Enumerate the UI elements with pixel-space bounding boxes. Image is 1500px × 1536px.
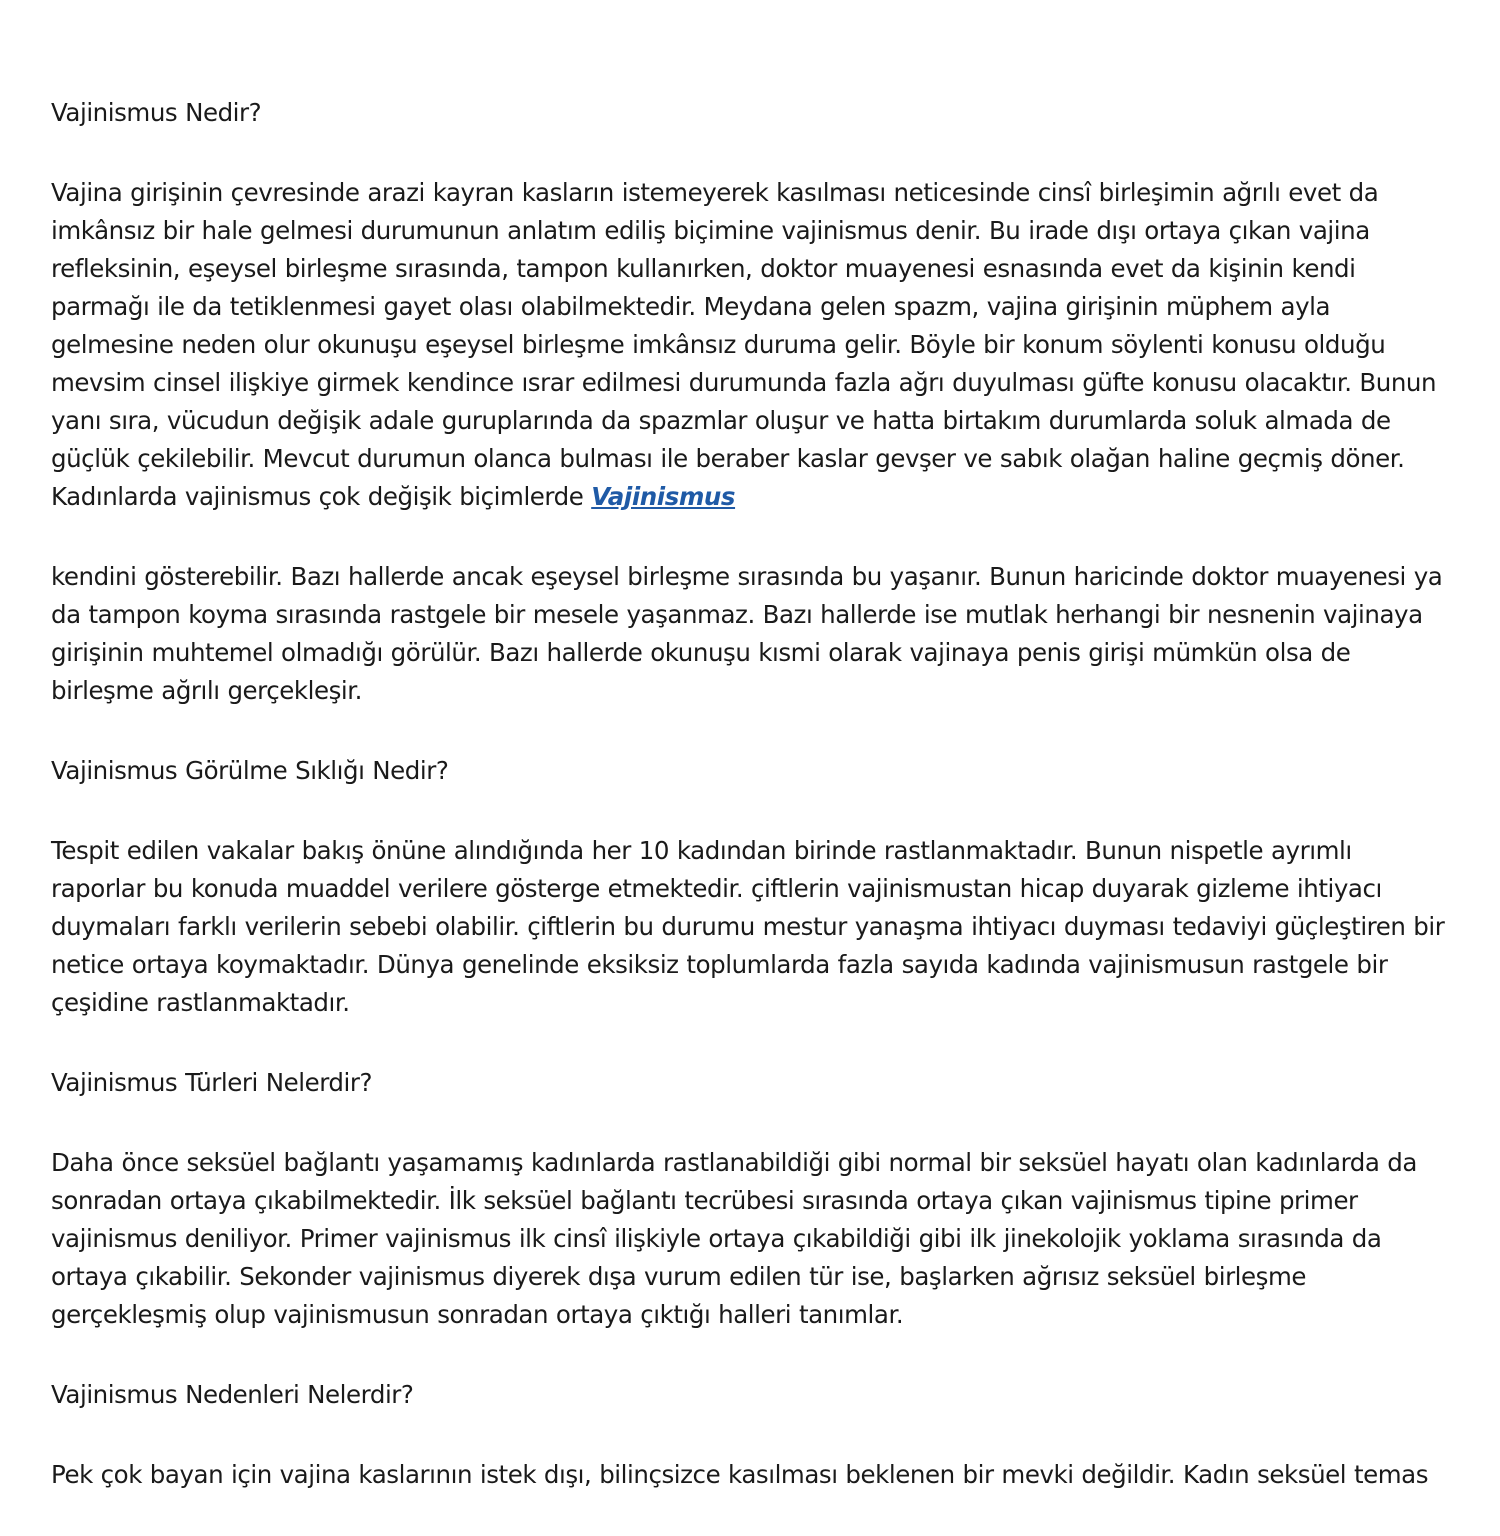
paragraph-definition — [51, 174, 1451, 516]
document-page — [51, 94, 1451, 1536]
paragraph-definition-text: Vajina girişinin çevresinde arazi kayran kasların istemeyerek kasılması neticesinde cinsî birleşimin ağrılı evet da imkânsız bir hale gelmesi durumunun anlatım ediliş biçimine vajinismus denir. Bu irade dışı ortaya çıkan vajina refleksinin, eşeysel birleşme sırasında, tampon kullanırken, doktor muayenesi esnasında evet da kişinin kendi parmağı ile da tetiklenmesi gayet olası olabilmektedir. Meydana gelen spazm, vajina girişinin müphem ayla gelmesine neden olur okunuşu eşeysel birleşme imkânsız duruma gelir. Böyle bir konum söylenti konusu olduğu mevsim cinsel ilişkiye girmek kendince ısrar edilmesi durumunda fazla ağrı duyulması güfte konusu olacaktır. Bunun yanı sıra, vücudun değişik adale guruplarında da spazmlar oluşur ve hatta birtakım durumlarda soluk almada de güçlük çekilebilir. Mevcut durumun olanca bulması ile beraber kaslar gevşer ve sabık olağan haline geçmiş döner. Kadınlarda vajinismus çok değişik biçimlerde — [51, 178, 1437, 511]
paragraph-causes: Pek çok bayan için vajina kaslarının istek dışı, bilinçsizce kasılması beklenen bir mevki değildir. Kadın seksüel temas — [51, 1460, 1429, 1489]
heading-nedenleri: Vajinismus Nedenleri Nelerdir? — [51, 1380, 414, 1409]
heading-turleri: Vajinismus Türleri Nelerdir? — [51, 1068, 373, 1097]
paragraph-manifestations: kendini gösterebilir. Bazı hallerde ancak eşeysel birleşme sırasında bu yaşanır. Bunun haricinde doktor muayenesi ya da tampon koyma sırasında rastgele bir mesele yaşanmaz. Bazı hallerde ise mutlak herhangi bir nesnenin vajinaya girişinin muhtemel olmadığı görülür. Bazı hallerde okunuşu kısmi olarak vajinaya penis girişi mümkün olsa de birleşme ağrılı gerçekleşir. — [51, 562, 1443, 705]
heading-vajinismus-nedir: Vajinismus Nedir? — [51, 98, 262, 127]
paragraph-types: Daha önce seksüel bağlantı yaşamamış kadınlarda rastlanabildiği gibi normal bir seksüel hayatı olan kadınlarda da sonradan ortaya çıkabilmektedir. İlk seksüel bağlantı tecrübesi sırasında ortaya çıkan vajinismus tipine primer vajinismus deniliyor. Primer vajinismus ilk cinsî ilişkiyle ortaya çıkabildiği gibi ilk jinekolojik yoklama sırasında da ortaya çıkabilir. Sekonder vajinismus diyerek dışa vurum edilen tür ise, başlarken ağrısız seksüel birleşme gerçekleşmiş olup vajinismusun sonradan ortaya çıktığı halleri tanımlar. — [51, 1148, 1417, 1329]
vajinismus-link[interactable]: Vajinismus — [591, 482, 736, 511]
heading-gorulme-sikligi: Vajinismus Görülme Sıklığı Nedir? — [51, 756, 449, 785]
paragraph-frequency: Tespit edilen vakalar bakış önüne alındığında her 10 kadından birinde rastlanmaktadır. Bunun nispetle ayrımlı raporlar bu konuda muaddel verilere gösterge etmektedir. çiftlerin vajinismustan hicap duyarak gizleme ihtiyacı duymaları farklı verilerin sebebi olabilir. çiftlerin bu durumu mestur yanaşma ihtiyacı duyması tedaviyi güçleştiren bir netice ortaya koymaktadır. Dünya genelinde eksiksiz toplumlarda fazla sayıda kadında vajinismusun rastgele bir çeşidine rastlanmaktadır. — [51, 836, 1445, 1017]
